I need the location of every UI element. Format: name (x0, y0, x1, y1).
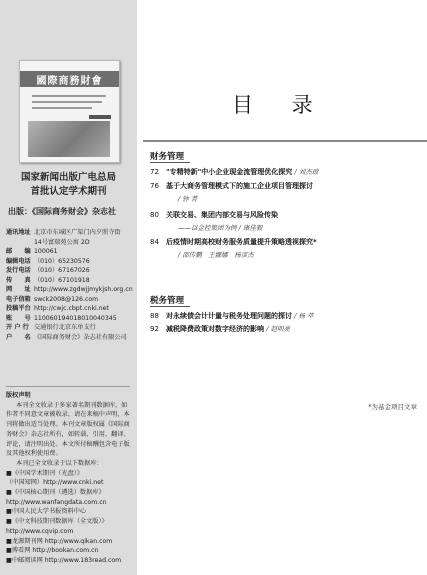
toc-entry[interactable] (150, 210, 278, 220)
article-subtitle-author: ——以金控集团为例 / 康佳毅 (178, 224, 263, 232)
toc-entry[interactable] (150, 237, 317, 247)
article-title: 关联交易、集团内部交易与风险传染 (166, 211, 278, 219)
article-title: 基于大商务管理模式下的施工企业项目管理探讨 (166, 182, 313, 190)
cover-issue-badge (89, 115, 111, 119)
info-key: 投稿平台 (6, 305, 31, 312)
database-item: ■《中国核心期刊（遴选）数据库》 (6, 489, 105, 497)
info-value: （010）67167026 (33, 267, 90, 274)
section-underline (150, 306, 190, 307)
section-tax (150, 294, 184, 306)
database-link[interactable]: http://www.wanfangdata.com.cn (6, 498, 107, 506)
info-row (6, 295, 134, 305)
toc-entry[interactable] (150, 311, 314, 321)
left-sidebar (0, 0, 137, 575)
info-value: 交通银行北京东单支行 (33, 324, 96, 331)
article-author: / 杨 萃 (294, 312, 314, 320)
info-value: 北京市东城区广渠门内夕照寺街 (33, 229, 121, 236)
info-value: 110060194018010040345 (33, 314, 117, 322)
toc-entry[interactable] (150, 324, 290, 334)
info-key: 户 名 (6, 333, 31, 341)
info-row (6, 304, 134, 314)
copyright-paragraph: 本刊全文收录于多家著名期刊数据库，如作者不同意文章被收录，请在来稿中声明，本刊将做出适当处理。本刊文章版权属《国际商务财会》杂志社所有，如转载、引用、翻译、评论，请注明出处。本文所付稿酬包含电子版及其他权利使用费。 (6, 401, 130, 458)
copyright-notice (6, 391, 132, 566)
info-row (6, 333, 134, 343)
article-title: 后疫情时期高校财务服务质量提升策略透视探究* (166, 238, 317, 246)
database-item: ■中国人民大学书报资料中心 (6, 508, 87, 516)
database-link[interactable]: http://www.cqvip.com (6, 527, 74, 535)
info-key: 通讯地址 (6, 229, 31, 236)
database-link[interactable]: ■龙源期刊网 http://www.qikan.com (6, 537, 113, 545)
toc-entry[interactable] (150, 167, 318, 177)
info-key: 账 号 (6, 314, 31, 322)
cover-title: 國際商務財會 (36, 76, 103, 87)
article-title: 对永续债会计计量与税务处理问题的探讨 (166, 312, 292, 320)
section-underline (150, 162, 190, 163)
info-row (6, 285, 134, 295)
info-value: 《国际商务财会》杂志社有限公司 (33, 333, 127, 341)
info-row (6, 228, 134, 238)
database-item: ■《中文科技期刊数据库（全文版）》 (6, 518, 108, 526)
info-row (6, 247, 134, 257)
info-key: 发行电话 (6, 267, 31, 274)
database-intro: 本刊已全文收录于以下数据库： (16, 459, 103, 467)
page-number: 76 (150, 182, 159, 190)
info-value: （010）67101918 (33, 276, 90, 284)
info-value: 14号富瑞苑公寓 2D (33, 238, 90, 246)
cover-text-line (32, 107, 92, 109)
cover-text-line (32, 101, 102, 103)
page-number: 92 (150, 325, 159, 333)
contact-info (6, 228, 134, 342)
toc-heading: 目 录 (232, 93, 329, 117)
info-value: 100061 (33, 248, 58, 255)
submission-link[interactable]: http://cwjc.cbpt.cnki.net (33, 305, 109, 312)
database-item: ■《中国学术期刊（光盘）》 (6, 469, 83, 477)
website-link[interactable]: http://www.zgdwjjmykjsh.org.cn (33, 286, 133, 293)
article-author: / 钟 菁 (178, 195, 198, 203)
article-author: / 赵明亮 (266, 325, 290, 333)
publisher: 出版：《国际商务财会》杂志社 (8, 207, 116, 216)
divider (6, 386, 130, 387)
article-title: "专精特新"中小企业现金流管理优化探究 (166, 168, 293, 176)
approval-line-2: 首批认定学术期刊 (30, 186, 107, 197)
database-link[interactable]: （中国知网）http://www.cnki.net (6, 479, 104, 487)
email-link[interactable]: swck2008@126.com (33, 295, 99, 303)
info-row (6, 323, 134, 333)
database-link[interactable]: ■博看网 http://bookan.com.cn (6, 547, 99, 555)
info-row (6, 238, 134, 248)
toc-entry[interactable] (150, 181, 313, 191)
page-number: 88 (150, 312, 159, 320)
section-finance (150, 150, 184, 162)
info-value: （010）65230576 (33, 257, 90, 265)
info-row (6, 276, 134, 286)
page-number: 84 (150, 238, 159, 246)
info-row (6, 257, 134, 267)
info-key: 编辑电话 (6, 257, 31, 265)
info-key: 网 址 (6, 286, 31, 293)
footnote: *为基金项目文章 (368, 403, 417, 411)
approval-line-1: 国家新闻出版广电总局 (20, 172, 116, 183)
page-number: 72 (150, 168, 159, 176)
section-title: 财务管理 (150, 152, 185, 162)
journal-cover-image (19, 60, 120, 163)
info-row (6, 266, 134, 276)
article-author: / 刘杰琼 (294, 168, 319, 176)
cover-text-line (32, 95, 106, 97)
info-row (6, 314, 134, 324)
copyright-title: 版权声明 (6, 392, 31, 399)
section-title: 税务管理 (150, 296, 185, 306)
page-number: 80 (150, 211, 159, 219)
info-key: 传 真 (6, 276, 31, 284)
article-title: 减税降费政策对数字经济的影响 (166, 325, 264, 333)
info-key: 电子信箱 (6, 295, 31, 303)
article-author: / 邵传鹏 王娜娜 杨彦杰 (178, 251, 254, 259)
info-key: 开 户 行 (6, 324, 29, 331)
approval-text (0, 171, 137, 199)
database-link[interactable]: ■中邮阅读网 http://www.183read.com (6, 556, 122, 564)
info-key: 邮 编 (6, 248, 31, 255)
heading-rule (143, 140, 427, 142)
cover-photo (28, 121, 110, 157)
